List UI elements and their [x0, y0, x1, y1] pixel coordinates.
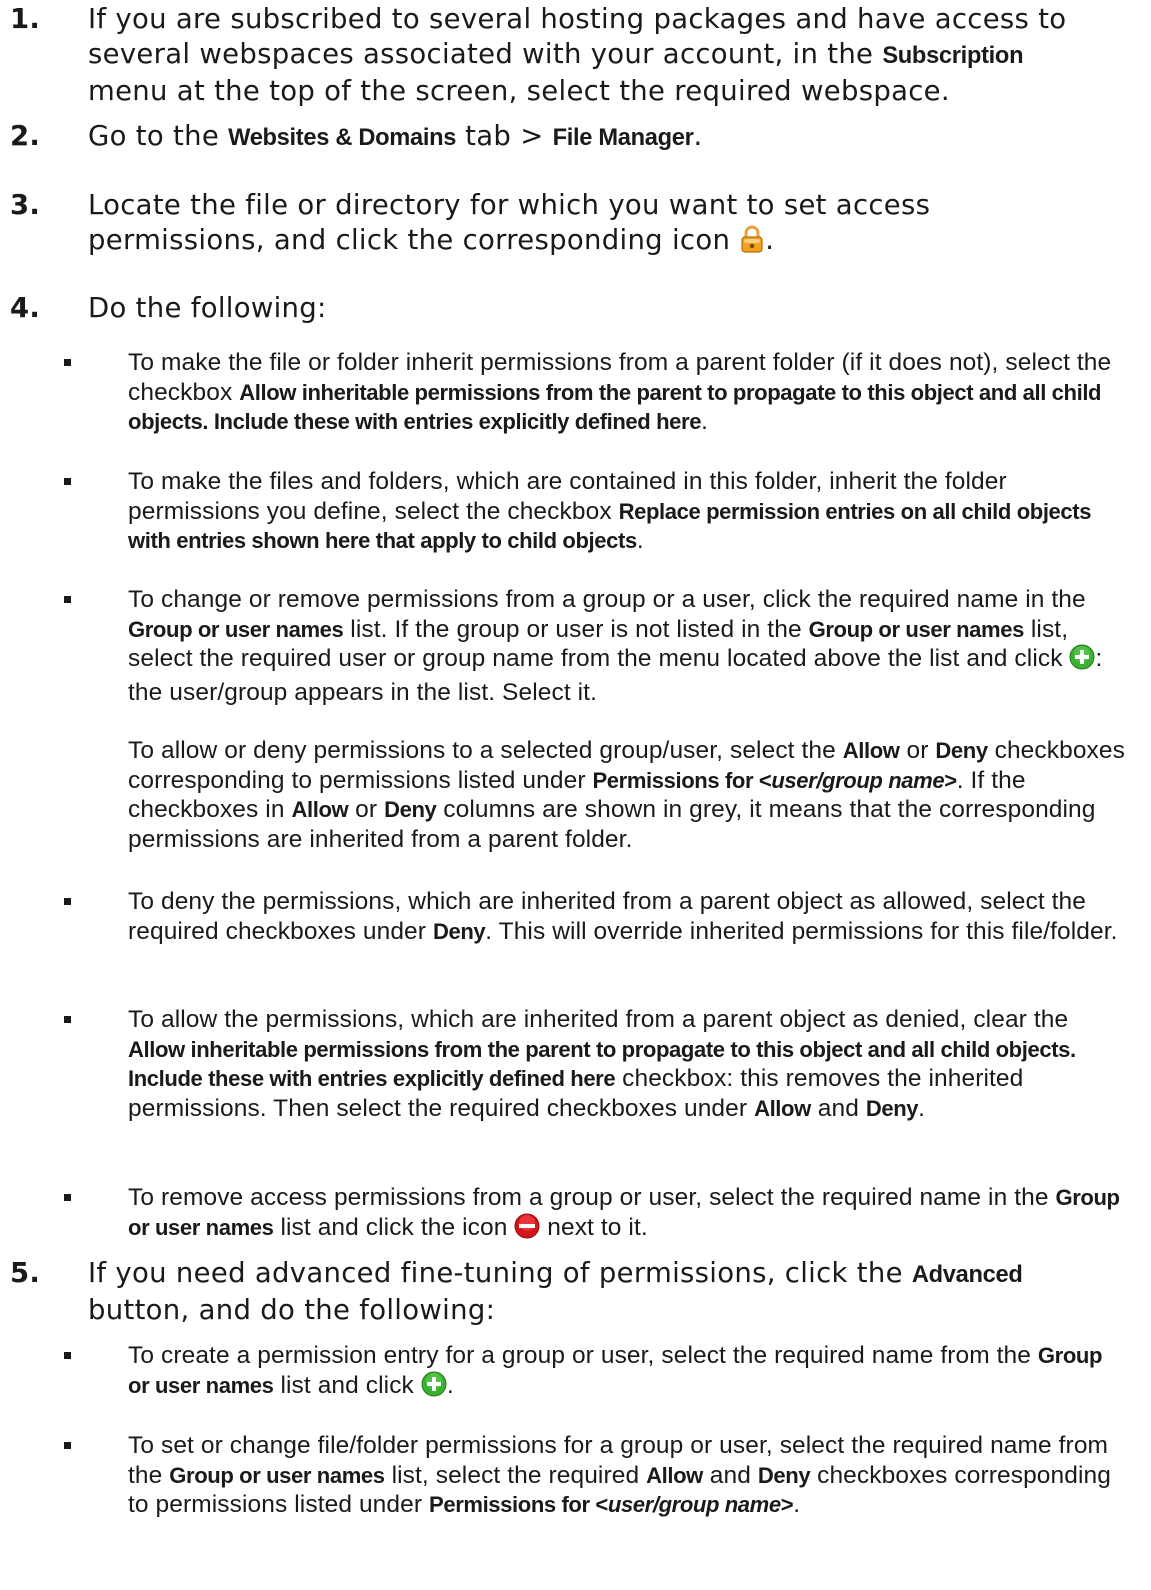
step-text: Do the following: [88, 292, 327, 324]
list-item: To change or remove permissions from a group or a user, click the required name in the Group or user names list. If the group or user is not listed in the Group or user names list, select the required user or group name from the menu located above the list and click : the user/group appears in the list. Select it. [128, 585, 1128, 707]
list-item: To make the files and folders, which are contained in this folder, inherit the folder permissions you define, select the checkbox Replace permission entries on all child objects with entries shown here that apply to child objects. [128, 467, 1128, 556]
bullet [64, 898, 71, 905]
step-text: If you are subscribed to several hosting packages and have access to several webspaces associated with your account, in the Subscription menu at the top of the screen, select the required webspace. [88, 3, 1067, 107]
ui-term: Deny [865, 1095, 919, 1121]
ui-term: Allow [754, 1095, 811, 1121]
step-1 [10, 2, 1110, 109]
list-item: To create a permission entry for a group or user, select the required name from the Group or user names list and click . [128, 1341, 1128, 1404]
ui-term: Replace permission entries on all child objects with entries shown here that apply to child objects [128, 498, 1092, 553]
ui-term: Group or user names [128, 1185, 1120, 1240]
step-text: Locate the file or directory for which you want to set access permissions, and click the corresponding icon . [88, 188, 1110, 262]
list-item: To allow or deny permissions to a selected group/user, select the Allow or Deny checkboxes corresponding to permissions listed under Permissions for <user/group name>. If the checkboxes in Allow or Deny columns are shown in grey, it means that the corresponding permissions are inherited from a parent folder. [128, 737, 1125, 853]
step-4 [10, 291, 1110, 326]
step-number: 5. [10, 1257, 41, 1289]
ui-term: Deny [432, 918, 486, 944]
ui-term: Deny [384, 797, 437, 822]
ui-term: Permissions for < [429, 1492, 608, 1517]
ui-term: Group or user names [169, 1462, 385, 1488]
step-3 [10, 188, 1110, 262]
ui-term: Deny [935, 738, 988, 763]
list-item: To make the file or folder inherit permissions from a parent folder (if it does not), select the checkbox Allow inheritable permissions from the parent to propagate to this object and all child objects. Include these with entries explicitly defined here. [128, 348, 1128, 437]
ui-term: Allow inheritable permissions from the parent to propagate to this object and all child objects. Include these with entries explicitly defined here [128, 1036, 1076, 1091]
ui-term: Allow [646, 1462, 703, 1488]
list-item: To remove access permissions from a group or user, select the required name in the Group or user names list and click the icon next to it. [128, 1183, 1128, 1246]
bullet [64, 1352, 71, 1359]
step-5 [10, 1256, 1110, 1328]
bullet [64, 478, 71, 485]
step-number: 2. [10, 120, 41, 152]
remove-minus-icon [514, 1213, 540, 1247]
add-plus-icon [1069, 644, 1095, 678]
add-plus-icon [421, 1371, 447, 1405]
ui-term: Group or user names [128, 616, 344, 642]
step-2 [10, 119, 1110, 156]
ui-term: Group or user names [128, 1343, 1103, 1398]
bullet [64, 1016, 71, 1023]
ui-term-italic: user/group name [771, 767, 945, 793]
step-number: 1. [10, 3, 41, 35]
step-text: If you need advanced fine-tuning of permissions, click the Advanced button, and do the following: [88, 1257, 1023, 1326]
bullet [64, 596, 71, 603]
ui-term: Group or user names [808, 616, 1024, 642]
ui-term-italic: user/group name [607, 1492, 781, 1517]
bullet [64, 1194, 71, 1201]
ui-term: Permissions for < [592, 767, 772, 793]
list-item: To deny the permissions, which are inherited from a parent object as allowed, select the required checkboxes under Deny. This will override inherited permissions for this file/folder. [128, 887, 1128, 946]
bullet [64, 1442, 71, 1449]
ui-term: Allow [291, 797, 349, 822]
ui-term: > [944, 767, 957, 793]
ui-term: Subscription [882, 43, 1024, 69]
ui-term: File Manager [552, 125, 694, 151]
step-number: 4. [10, 292, 41, 324]
ui-term: > [780, 1492, 794, 1517]
ui-term: Allow inheritable permissions from the parent to propagate to this object and all child objects. Include these with entries explicitly defined here [128, 379, 1102, 434]
list-item: To set or change file/folder permissions for a group or user, select the required name from the Group or user names list, select the required Allow and Deny checkboxes corresponding to permissions listed under Permissions for <user/group name>. [128, 1431, 1128, 1520]
list-item: To allow the permissions, which are inherited from a parent object as denied, clear the Allow inheritable permissions from the parent to propagate to this object and all child objects. Include these with entries explicitly defined here checkbox: this removes the inherited permissions. Then select the required checkboxes under Allow and Deny. [128, 1005, 1128, 1123]
bullet [64, 359, 71, 366]
step-number: 3. [10, 189, 41, 221]
ui-term: Websites & Domains [228, 125, 457, 151]
ui-term: Advanced [911, 1262, 1023, 1288]
step-text: Go to the Websites & Domains tab > File Manager. [88, 120, 703, 152]
ui-term: Deny [757, 1462, 811, 1488]
lock-icon [739, 225, 765, 262]
ui-term: Allow [842, 738, 900, 763]
